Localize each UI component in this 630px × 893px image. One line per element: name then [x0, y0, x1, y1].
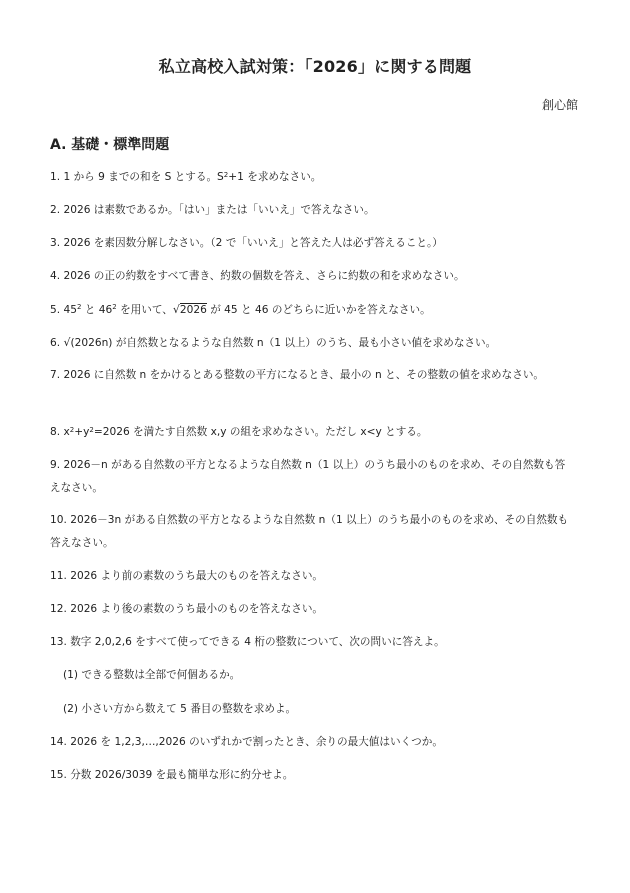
question-4: 4. 2026 の正の約数をすべて書き、約数の個数を答え、さらに約数の和を求めなさい。 — [50, 270, 465, 282]
question-11: 11. 2026 より前の素数のうち最大のものを答えなさい。 — [50, 570, 324, 582]
question-8 — [50, 421, 580, 444]
radicand: (2026n) — [70, 337, 113, 349]
sqrt-sign: √ — [63, 336, 71, 349]
question-8-text: +y — [74, 426, 90, 438]
question-8-text-end: =2026 を満たす自然数 x,y の組を求めなさい。ただし x<y とする。 — [93, 426, 428, 438]
question-5 — [50, 298, 580, 322]
question-10: 10. 2026－3n がある自然数の平方となるような自然数 n（1 以上）のうち最小のものを求め、その自然数も答えなさい。 — [50, 514, 569, 549]
question-14: 14. 2026 を 1,2,3,…,2026 のいずれかで割ったとき、余りの最大値はいくつか。 — [50, 736, 443, 748]
question-13: 13. 数字 2,0,2,6 をすべて使ってできる 4 桁の整数について、次の問いに答えよ。 — [50, 636, 445, 648]
question-1-text: 1. 1 から 9 までの和を S とする。S — [50, 171, 224, 183]
superscript: 2 — [112, 303, 117, 311]
question-6 — [50, 331, 580, 355]
superscript: 2 — [76, 303, 82, 311]
superscript: 2 — [89, 426, 94, 434]
superscript: 2 — [69, 426, 75, 434]
question-12: 12. 2026 より後の素数のうち最小のものを答えなさい。 — [50, 603, 324, 615]
question-8-text: 8. x — [50, 426, 70, 438]
page-title: 私立高校入試対策：「2026」に関する問題 — [158, 57, 472, 76]
question-5-text: を用いて、 — [116, 304, 173, 316]
question-13-2: (2) 小さい方から数えて 5 番目の整数を求めよ。 — [63, 703, 297, 715]
radicand: 2026 — [179, 304, 207, 316]
question-13-1: (1) できる整数は全部で何個あるか。 — [63, 669, 241, 681]
sqrt-sign: √ — [172, 303, 180, 316]
question-5-text: と 46 — [81, 304, 113, 316]
question-5-text-end: が 45 と 46 のどちらに近いかを答えなさい。 — [206, 304, 431, 316]
question-6-text: が自然数となるような自然数 n（1 以上）のうち、最も小さい値を求めなさい。 — [112, 337, 497, 349]
question-1-text-end: +1 を求めなさい。 — [228, 171, 322, 183]
question-5-text: 5. 45 — [50, 304, 77, 316]
question-3: 3. 2026 を素因数分解しなさい。（2 で「いいえ」と答えた人は必ず答えること。） — [50, 237, 443, 249]
author-name: 創心館 — [541, 98, 578, 112]
question-2: 2. 2026 は素数であるか。「はい」または「いいえ」で答えなさい。 — [50, 204, 375, 216]
question-15: 15. 分数 2026/3039 を最も簡単な形に約分せよ。 — [50, 769, 294, 781]
question-9: 9. 2026－n がある自然数の平方となるような自然数 n（1 以上）のうち最小のものを求め、その自然数も答えなさい。 — [50, 459, 566, 494]
question-6-number: 6. — [50, 337, 64, 349]
section-heading-a: A. 基礎・標準問題 — [50, 137, 170, 153]
question-1 — [50, 166, 580, 189]
question-7: 7. 2026 に自然数 n をかけるとある整数の平方になるとき、最小の n と、その整数の値を求めなさい。 — [50, 369, 545, 381]
superscript: 2 — [223, 171, 229, 179]
